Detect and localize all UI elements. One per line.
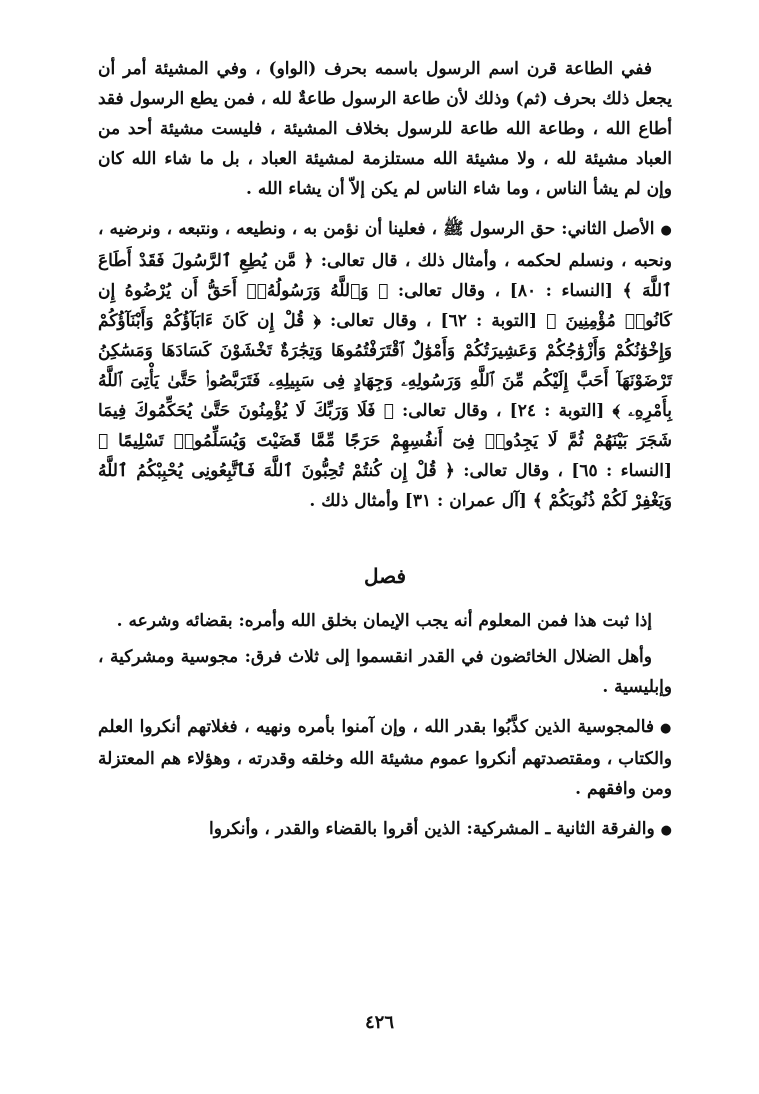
paragraph-second-principle	[98, 214, 672, 516]
page-body	[98, 54, 672, 846]
bullet-icon: ●	[660, 223, 672, 238]
paragraph-faith-creation-command: إذا ثبت هذا فمن المعلوم أنه يجب الإيمان بخلق الله وأمره: بقضائه وشرعه .	[116, 611, 652, 631]
paragraph-mushrikiyya-text: والفرقة الثانية ـ المشركية: الذين أقروا بالقضاء والقدر ، وأنكروا	[209, 819, 655, 839]
section-heading-fasl: فصل	[363, 564, 407, 588]
paragraph-will-obedience: ففي الطاعة قرن اسم الرسول باسمه بحرف (الواو) ، وفي المشيئة أمر أن يجعل ذلك بحرف (ثم) وذلك لأن طاعة الرسول طاعةٌ لله ، فمن يطع الرسول فقد أطاع الله ، وطاعة الله طاعة للرسول بخلاف المشيئة ، فليست مشيئة أحد من العباد مشيئة لله ، ولا مشيئة الله مستلزمة لمشيئة العباد ، بل ما شاء الله كان وإن لم يشأ الناس ، وما شاء الناس لم يكن إلاّ أن يشاء الله .	[98, 59, 672, 199]
page-number: ٤٢٦	[364, 1012, 394, 1033]
paragraph-majusiyya	[98, 712, 672, 804]
bullet-icon: ●	[660, 721, 673, 736]
paragraph-three-sects: وأهل الضلال الخائضون في القدر انقسموا إلى ثلاث فرق: مجوسية ومشركية ، وإبليسية .	[98, 647, 672, 697]
paragraph-mushrikiyya	[98, 814, 672, 846]
paragraph-second-principle-text: الأصل الثاني: حق الرسول ﷺ ، فعلينا أن نؤمن به ، ونطيعه ، ونتبعه ، ونرضيه ، ونحبه ، ونسلم لحكمه ، وأمثال ذلك ، قال تعالى: ﴿ مَّن يُطِعِ ٱلرَّسُولَ فَقَدْ أَطَاعَ ٱللَّهَ ﴾ [النساء : ٨٠] ، وقال تعالى: ﴿ وَٱللَّهُ وَرَسُولُهُۥٓ أَحَقُّ أَن يُرْضُوهُ إِن كَانُوا۟ مُؤْمِنِينَ ﴾ [التوبة : ٦٢] ، وقال تعالى: ﴿ قُلْ إِن كَانَ ءَابَآؤُكُمْ وَأَبْنَآؤُكُمْ وَإِخْوَٰنُكُمْ وَأَزْوَٰجُكُمْ وَعَشِيرَتُكُمْ وَأَمْوَٰلٌ ٱقْتَرَفْتُمُوهَا وَتِجَٰرَةٌ تَخْشَوْنَ كَسَادَهَا وَمَسَٰكِنُ تَرْضَوْنَهَآ أَحَبَّ إِلَيْكُم مِّنَ ٱللَّهِ وَرَسُولِهِۦ وَجِهَادٍ فِى سَبِيلِهِۦ فَتَرَبَّصُوا۟ حَتَّىٰ يَأْتِىَ ٱللَّهُ بِأَمْرِهِۦ ﴾ [التوبة : ٢٤] ، وقال تعالى: ﴿ فَلَا وَرَبِّكَ لَا يُؤْمِنُونَ حَتَّىٰ يُحَكِّمُوكَ فِيمَا شَجَرَ بَيْنَهُمْ ثُمَّ لَا يَجِدُوا۟ فِىٓ أَنفُسِهِمْ حَرَجًا مِّمَّا قَضَيْتَ وَيُسَلِّمُوا۟ تَسْلِيمًا ﴾ [النساء : ٦٥] ، وقال تعالى: ﴿ قُلْ إِن كُنتُمْ تُحِبُّونَ ٱللَّهَ فَٱتَّبِعُونِى يُحْبِبْكُمُ ٱللَّهُ وَيَغْفِرْ لَكُمْ ذُنُوبَكُمْ ﴾ [آل عمران : ٣١] وأمثال ذلك .	[98, 219, 673, 511]
bullet-icon: ●	[660, 823, 672, 838]
paragraph-majusiyya-text: فالمجوسية الذين كذَّبُوا بقدر الله ، وإن آمنوا بأمره ونهيه ، فغلاتهم أنكروا العلم والكتاب ، ومقتصدتهم أنكروا عموم مشيئة الله وخلقه وقدرته ، وهؤلاء هم المعتزلة ومن وافقهم .	[98, 717, 672, 799]
